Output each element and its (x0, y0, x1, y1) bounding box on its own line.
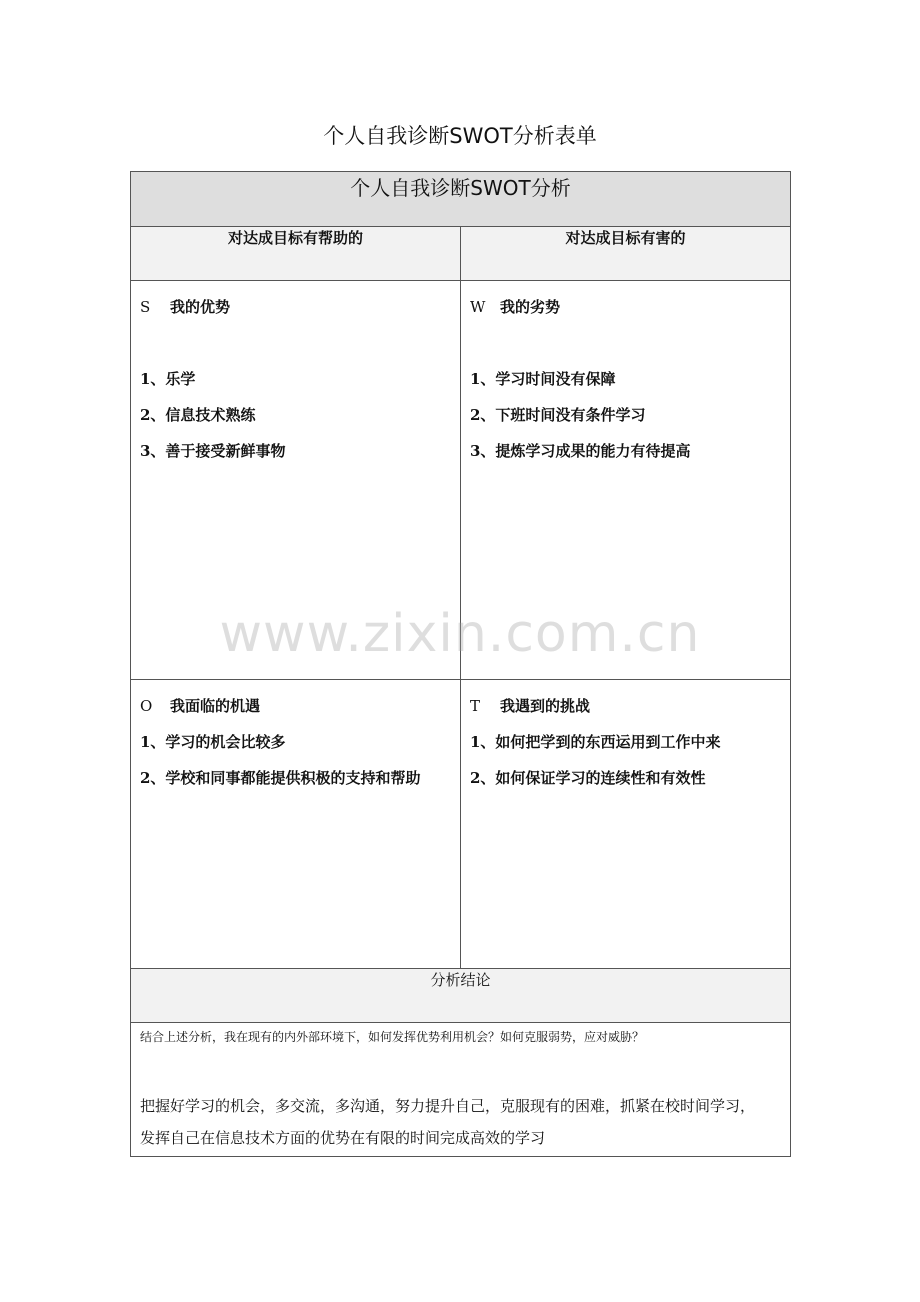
conclusion-question: 结合上述分析，我在现有的内外部环境下，如何发挥优势利用机会？如何克服弱势，应对威胁？ (140, 1030, 645, 1044)
threats-title: 我遇到的挑战 (500, 697, 591, 715)
list-item: 2、如何保证学习的连续性和有效性 (470, 769, 706, 787)
weaknesses-letter: W (470, 298, 486, 316)
strengths-cell (131, 281, 461, 680)
list-item: 3、提炼学习成果的能力有待提高 (470, 442, 691, 460)
threats-cell (461, 680, 791, 969)
list-item: 1、乐学 (140, 370, 196, 388)
opportunities-title: 我面临的机遇 (170, 697, 261, 715)
list-item: 2、下班时间没有条件学习 (470, 406, 646, 424)
conclusion-answer (131, 1046, 790, 1154)
opportunities-cell (131, 680, 461, 969)
list-item: 2、信息技术熟练 (140, 406, 256, 424)
conclusion-answer-line: 发挥自己在信息技术方面的优势在有限的时间完成高效的学习 (140, 1129, 546, 1147)
strengths-title: 我的优势 (170, 298, 231, 316)
list-item: 1、学习的机会比较多 (140, 733, 286, 751)
threats-heading (470, 688, 782, 724)
table-header: 个人自我诊断SWOT分析 (131, 172, 791, 227)
weaknesses-heading (470, 289, 782, 325)
conclusion-cell (131, 1023, 791, 1157)
opportunities-letter: O (140, 697, 153, 715)
weaknesses-cell (461, 281, 791, 680)
conclusion-answer-line: 把握好学习的机会，多交流，多沟通，努力提升自己，克服现有的困难，抓紧在校时间学习， (140, 1097, 756, 1115)
opportunities-heading (140, 688, 452, 724)
column-header-harmful: 对达成目标有害的 (461, 227, 791, 281)
weaknesses-title: 我的劣势 (500, 298, 561, 316)
column-header-helpful: 对达成目标有帮助的 (131, 227, 461, 281)
list-item: 1、学习时间没有保障 (470, 370, 616, 388)
conclusion-title: 分析结论 (131, 969, 791, 1023)
page-title: 个人自我诊断SWOT分析表单 (323, 124, 597, 148)
swot-table (130, 171, 791, 1157)
strengths-heading (140, 289, 452, 325)
threats-letter: T (470, 697, 481, 715)
list-item: 1、如何把学到的东西运用到工作中来 (470, 733, 721, 751)
strengths-letter: S (140, 298, 151, 316)
watermark: www.zixin.com.cn (219, 604, 701, 664)
list-item: 3、善于接受新鲜事物 (140, 442, 286, 460)
list-item: 2、学校和同事都能提供积极的支持和帮助 (140, 769, 421, 787)
